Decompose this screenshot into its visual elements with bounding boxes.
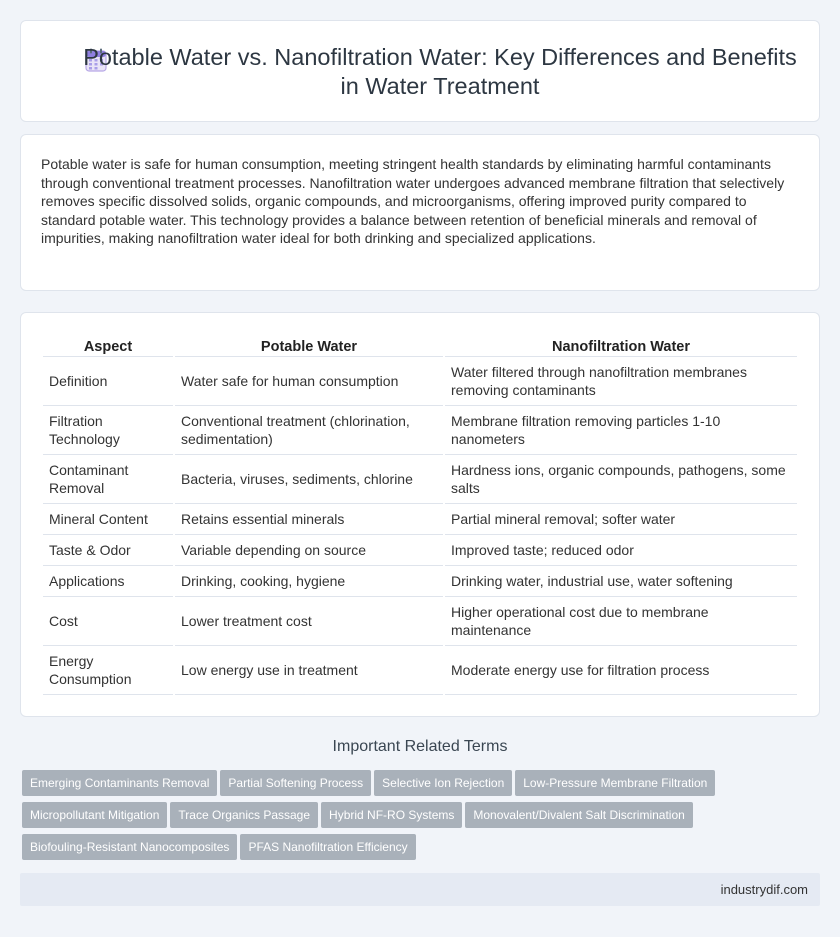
table-cell: Low energy use in treatment	[175, 646, 443, 695]
column-header-aspect: Aspect	[43, 331, 173, 357]
table-row	[43, 646, 797, 695]
related-term-tag[interactable]: Low-Pressure Membrane Filtration	[515, 770, 715, 796]
table-cell: Variable depending on source	[175, 535, 443, 566]
table-cell: Hardness ions, organic compounds, pathogens, some salts	[445, 455, 797, 504]
page-title: Potable Water vs. Nanofiltration Water: Key Differences and Benefits in Water Treatment	[83, 44, 797, 99]
comparison-table	[41, 331, 799, 695]
table-cell: Filtration Technology	[43, 406, 173, 455]
column-header-potable: Potable Water	[175, 331, 443, 357]
column-header-nanofiltration: Nanofiltration Water	[445, 331, 797, 357]
intro-text: Potable water is safe for human consumption, meeting stringent health standards by eliminating harmful contaminants through conventional treatment processes. Nanofiltration water undergoes advanced membrane filtration that selectively removes specific dissolved solids, organic compounds, and microorganisms, offering improved purity compared to standard potable water. This technology provides a balance between retention of beneficial minerals and removal of impurities, making nanofiltration water ideal for both drinking and specialized applications.	[41, 156, 785, 246]
footer-site-link[interactable]: industrydif.com	[720, 882, 808, 897]
table-cell: Water safe for human consumption	[175, 357, 443, 406]
related-term-tag[interactable]: Monovalent/Divalent Salt Discrimination	[465, 802, 692, 828]
table-cell: Bacteria, viruses, sediments, chlorine	[175, 455, 443, 504]
table-cell: Conventional treatment (chlorination, sedimentation)	[175, 406, 443, 455]
table-cell: Taste & Odor	[43, 535, 173, 566]
related-term-tag[interactable]: Partial Softening Process	[220, 770, 371, 796]
table-row	[43, 357, 797, 406]
related-term-tag[interactable]: Emerging Contaminants Removal	[22, 770, 217, 796]
table-cell: Energy Consumption	[43, 646, 173, 695]
table-cell: Contaminant Removal	[43, 455, 173, 504]
table-cell: Drinking, cooking, hygiene	[175, 566, 443, 597]
table-cell: Cost	[43, 597, 173, 646]
related-terms-list	[22, 770, 822, 866]
table-cell: Lower treatment cost	[175, 597, 443, 646]
table-header-row	[43, 331, 797, 357]
related-term-tag[interactable]: PFAS Nanofiltration Efficiency	[240, 834, 415, 860]
related-term-tag[interactable]: Hybrid NF-RO Systems	[321, 802, 462, 828]
table-row	[43, 535, 797, 566]
header-card	[20, 20, 820, 122]
table-cell: Definition	[43, 357, 173, 406]
table-cell: Moderate energy use for filtration process	[445, 646, 797, 695]
table-row	[43, 597, 797, 646]
related-term-tag[interactable]: Selective Ion Rejection	[374, 770, 512, 796]
table-cell: Mineral Content	[43, 504, 173, 535]
table-cell: Applications	[43, 566, 173, 597]
related-terms-title: Important Related Terms	[332, 738, 508, 755]
table-cell: Drinking water, industrial use, water softening	[445, 566, 797, 597]
table-row	[43, 406, 797, 455]
table-row	[43, 455, 797, 504]
footer	[20, 873, 820, 906]
table-cell: Membrane filtration removing particles 1-10 nanometers	[445, 406, 797, 455]
table-cell: Partial mineral removal; softer water	[445, 504, 797, 535]
related-term-tag[interactable]: Trace Organics Passage	[170, 802, 318, 828]
table-cell: Higher operational cost due to membrane maintenance	[445, 597, 797, 646]
table-cell: Improved taste; reduced odor	[445, 535, 797, 566]
related-term-tag[interactable]: Micropollutant Mitigation	[22, 802, 167, 828]
table-cell: Retains essential minerals	[175, 504, 443, 535]
table-row	[43, 504, 797, 535]
table-cell: Water filtered through nanofiltration membranes removing contaminants	[445, 357, 797, 406]
related-term-tag[interactable]: Biofouling-Resistant Nanocomposites	[22, 834, 237, 860]
comparison-table-card	[20, 312, 820, 717]
table-row	[43, 566, 797, 597]
intro-card	[20, 134, 820, 291]
